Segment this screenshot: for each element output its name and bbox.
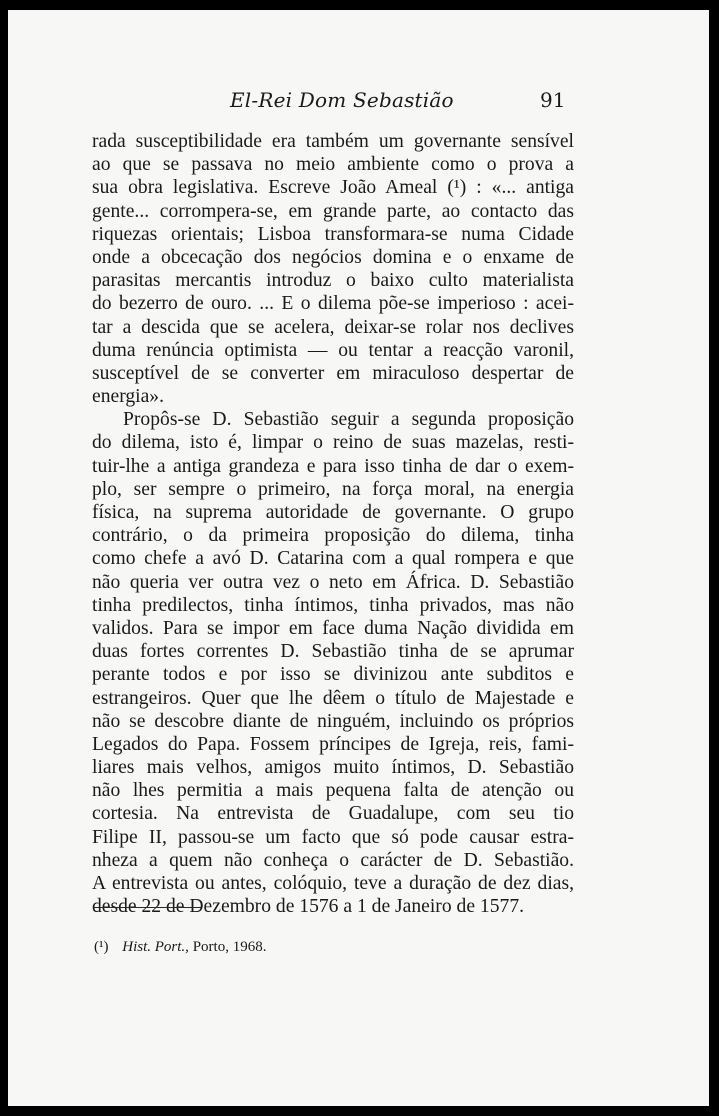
text-line: gente... corrompera-se, em grande parte, ao contacto das: [92, 200, 574, 222]
text-line: cortesia. Na entrevista de Guadalupe, com seu tio: [92, 803, 574, 825]
text-line: contrário, o da primeira proposição do dilema, tinha: [92, 525, 574, 547]
text-line: Filipe II, passou-se um facto que só pode causar estra-: [92, 826, 574, 848]
book-page: [8, 10, 709, 1106]
text-line: duas fortes correntes D. Sebastião tinha de se aprumar: [92, 641, 574, 663]
text-line: física, na suprema autoridade de governante. O grupo: [92, 502, 574, 523]
running-title: El-Rei Dom Sebastião: [230, 88, 454, 112]
text-line: Legados do Papa. Fossem príncipes de Igreja, reis, fami-: [92, 733, 574, 755]
text-line: duma renúncia optimista — ou tentar a reacção varonil,: [92, 339, 574, 361]
footnote-divider: [94, 907, 201, 908]
text-line: tuir-lhe a antiga grandeza e para isso tinha de dar o exem-: [92, 455, 574, 477]
text-line: perante todos e por isso se divinizou ante subditos e: [92, 664, 574, 686]
text-line: não queria ver outra vez o neto em África. D. Sebastião: [92, 571, 574, 593]
text-line: como chefe a avó D. Catarina com a qual rompera e que: [92, 548, 574, 570]
text-line: tinha predilectos, tinha íntimos, tinha privados, mas não: [92, 594, 574, 616]
footnote-details: Porto, 1968.: [192, 939, 267, 955]
text-line: ao que se passava no meio ambiente como o prova a: [92, 154, 574, 176]
text-line: não se descobre diante de ninguém, incluindo os próprios: [92, 710, 574, 732]
text-line: plo, ser sempre o primeiro, na força moral, na energia: [92, 478, 574, 500]
text-line: riquezas orientais; Lisboa transformara-se numa Cidade: [92, 223, 574, 245]
running-head: [8, 88, 709, 118]
text-line: A entrevista ou antes, colóquio, teve a duração de dez dias,: [92, 873, 574, 894]
text-line: tar a descida que se acelera, deixar-se rolar nos declives: [92, 316, 574, 338]
text-line: do bezerro de ouro. ... E o dilema põe-se imperioso : acei-: [92, 293, 574, 315]
text-line: susceptível de se converter em miraculoso despertar de: [92, 362, 574, 384]
text-line: desde 22 de Dezembro de 1576 a 1 de Janeiro de 1577.: [92, 896, 525, 918]
text-line: sua obra legislativa. Escreve João Ameal (¹) : «... antiga: [92, 177, 574, 199]
text-line: liares mais velhos, amigos muito íntimos, D. Sebastião: [92, 757, 574, 779]
text-line: rada susceptibilidade era também um governante sensível: [92, 131, 574, 152]
text-line: nheza a quem não conheça o carácter de D. Sebastião.: [92, 849, 574, 871]
footnote-marker: (¹): [94, 939, 109, 955]
body-text: [92, 130, 574, 918]
text-line: energia».: [92, 386, 164, 408]
text-line: onde a obcecação dos negócios domina e o enxame de: [92, 246, 574, 268]
footnote: [94, 939, 266, 956]
text-line: do dilema, isto é, limpar o reino de suas mazelas, resti-: [92, 432, 574, 454]
text-line: validos. Para se impor em face duma Nação dividida em: [92, 617, 574, 639]
text-line: parasitas mercantis introduz o baixo culto materialista: [92, 270, 574, 292]
page-number: 91: [540, 88, 566, 112]
text-line: Propôs-se D. Sebastião seguir a segunda proposição: [123, 409, 574, 431]
footnote-source: Hist. Port.,: [122, 939, 189, 955]
text-line: estrangeiros. Quer que lhe dêem o título de Majestade e: [92, 687, 574, 709]
text-line: não lhes permitia a mais pequena falta de atenção ou: [92, 780, 574, 802]
